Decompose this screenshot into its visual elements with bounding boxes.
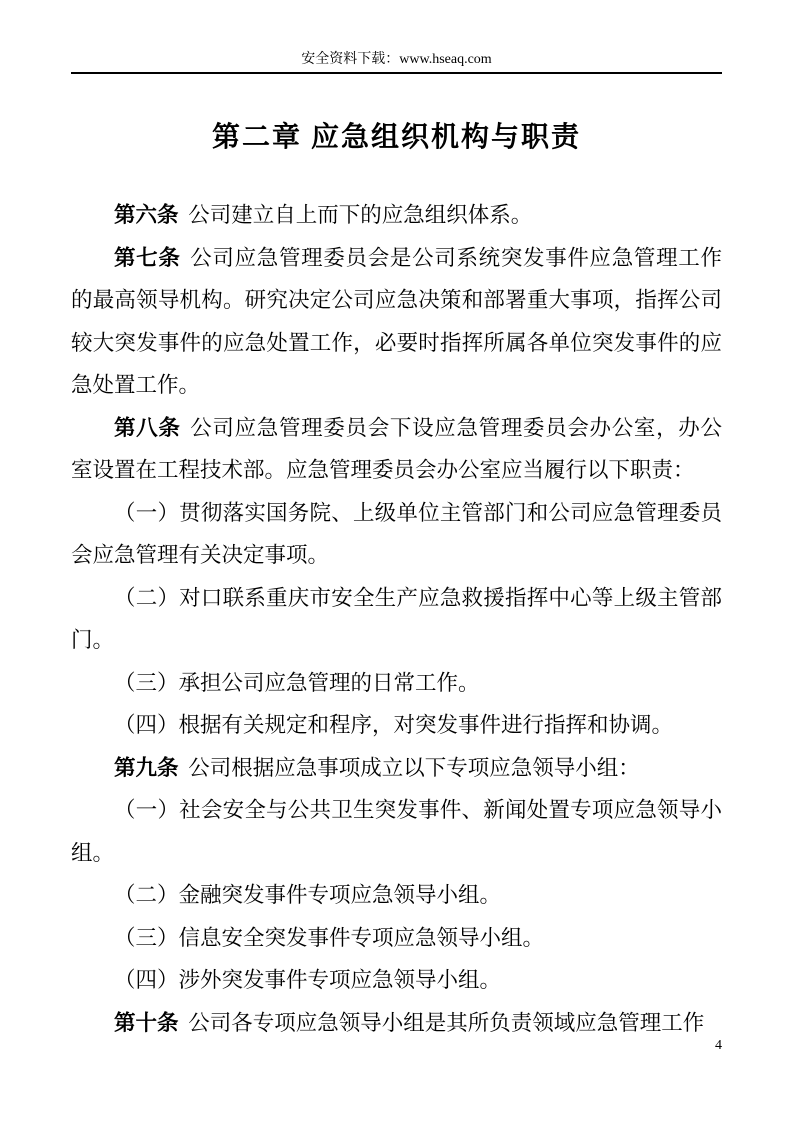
paragraph-text: （二）对口联系重庆市安全生产应急救援指挥中心等上级主管部门。	[71, 585, 722, 652]
article-number: 第十条	[114, 1010, 179, 1035]
article-number: 第七条	[114, 245, 181, 270]
paragraph-text: （一）贯彻落实国务院、上级单位主管部门和公司应急管理委员会应急管理有关决定事项。	[71, 500, 722, 567]
article-number: 第八条	[114, 415, 181, 440]
paragraph	[71, 492, 722, 577]
article-number: 第九条	[114, 755, 179, 780]
paragraph	[71, 747, 722, 790]
paragraph	[71, 194, 722, 237]
paragraph	[71, 789, 722, 874]
chapter-title: 第二章 应急组织机构与职责	[211, 122, 581, 153]
paragraph-text: 公司应急管理委员会是公司系统突发事件应急管理工作的最高领导机构。研究决定公司应急决策和部署重大事项，指挥公司较大突发事件的应急处置工作，必要时指挥所属各单位突发事件的应急处置工作。	[71, 245, 722, 397]
paragraph-text: 公司根据应急事项成立以下专项应急领导小组：	[188, 755, 640, 780]
paragraph-text: 公司应急管理委员会下设应急管理委员会办公室，办公室设置在工程技术部。应急管理委员会办公室应当履行以下职责：	[71, 415, 722, 482]
paragraph	[71, 917, 722, 960]
paragraph-text: （四）涉外突发事件专项应急领导小组。	[114, 968, 502, 992]
paragraph	[71, 704, 722, 747]
paragraph-text: （三）信息安全突发事件专项应急领导小组。	[114, 925, 545, 950]
paragraph	[71, 577, 722, 662]
page-number: 4	[715, 1038, 722, 1053]
paragraph-text: （二）金融突发事件专项应急领导小组。	[114, 883, 502, 907]
paragraph-text: （三）承担公司应急管理的日常工作。	[114, 670, 480, 695]
paragraph	[71, 959, 722, 1002]
paragraph-text: （四）根据有关规定和程序，对突发事件进行指挥和协调。	[114, 713, 674, 737]
header-text: 安全资料下载：www.hseaq.com	[301, 52, 492, 67]
paragraph	[71, 407, 722, 492]
document-body	[71, 194, 722, 1044]
paragraph	[71, 874, 722, 917]
paragraph	[71, 662, 722, 705]
article-number: 第六条	[114, 203, 179, 227]
paragraph-text: 公司各专项应急领导小组是其所负责领域应急管理工作	[188, 1010, 705, 1035]
paragraph	[71, 237, 722, 407]
document-content	[71, 0, 722, 1044]
paragraph-text: 公司建立自上而下的应急组织体系。	[188, 203, 533, 227]
page-footer	[71, 1036, 722, 1056]
paragraph-text: （一）社会安全与公共卫生突发事件、新闻处置专项应急领导小组。	[71, 798, 722, 865]
